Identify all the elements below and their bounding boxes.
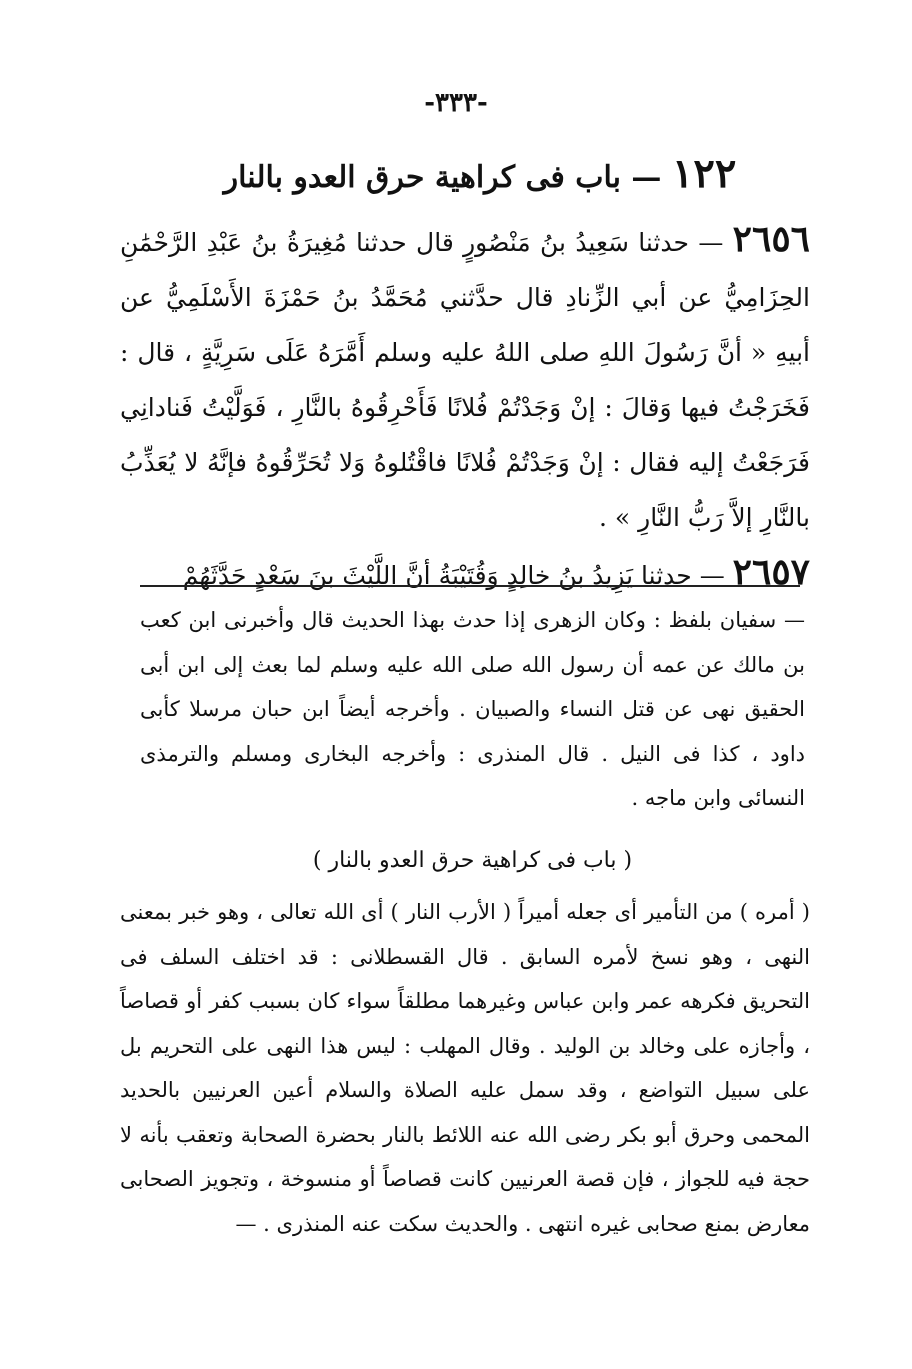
commentary-current [120,890,810,1246]
hadith-number: ٢٦٥٦ [732,218,810,260]
commentary-paragraph: — سفيان بلفظ : وكان الزهرى إذا حدث بهذا الحديث قال وأخبرنى ابن كعب بن مالك عن عمه أن رسول الله صلى الله عليه وسلم لما بعث إلى ابن أبى الحقيق نهى عن قتل النساء والصبيان . وأخرجه أيضاً ابن حبان مرسلا كأبى داود ، كذا فى النيل . قال المنذرى : وأخرجه البخارى ومسلم والترمذى النسائى وابن ماجه . [140,608,805,810]
hadith-2656 [120,212,810,545]
commentary-paragraph: ( أمره ) من التأمير أى جعله أميراً ( الأرب النار ) أى الله تعالى ، وهو خبر بمعنى النهى ، وهو نسخ لأمره السابق . قال القسطلانى : قد اختلف السلف فى التحريق فكرهه عمر وابن عباس وغيرهما مطلقاً سواء كان بسبب كفر أو قصاصاً ، وأجازه على وخالد بن الوليد . وقال المهلب : ليس هذا النهى على التحريم بل على سبيل التواضع ، وقد سمل عليه الصلاة والسلام أعين العرنيين بالحديد المحمى وحرق أبو بكر رضى الله عنه اللائط بالنار بحضرة الصحابة وتعقب بأنه لا حجة فيه للجواز ، فإن قصة العرنيين كانت قصاصاً أو منسوخة ، وتجويز الصحابى معارض بمنع صحابى غيره انتهى . والحديث سكت عنه المنذرى . — [120,900,810,1236]
hadith-body: — حدثنا سَعِيدُ بنُ مَنْصُورٍ قال حدثنا مُغِيرَةُ بنُ عَبْدِ الرَّحْمَٰنِ الحِزَامِيُّ عن أبي الزِّنادِ قال حدَّثني مُحَمَّدُ بنُ حَمْزَةَ الأَسْلَمِيُّ عن أبيهِ « أنَّ رَسُولَ اللهِ صلى اللهُ عليه وسلم أَمَّرَهُ عَلَى سَرِيَّةٍ ، قال : فَخَرَجْتُ فيها وَقالَ : إنْ وَجَدْتُمْ فُلانًا فَأَحْرِقُوهُ بالنَّارِ ، فَوَلَّيْتُ فَنادانِي فَرَجَعْتُ إليه فقال : إنْ وَجَدْتُمْ فُلانًا فاقْتُلوهُ وَلا تُحَرِّقُوهُ فإنَّهُ لا يُعَذِّبُ بالنَّارِ إلاَّ رَبُّ النَّارِ » . [120,228,810,532]
chapter-title: — باب فى كراهية حرق العدو بالنار [223,160,662,195]
hadith-number: ٢٦٥٧ [732,551,810,593]
hadith-2657 [120,545,810,603]
commentary-heading: ( باب فى كراهية حرق العدو بالنار ) [312,848,633,873]
commentary-previous [140,598,805,821]
page-number: -٣٣٣- [424,88,488,118]
hadith-body: — حدثنا يَزِيدُ بنُ خالِدٍ وَقُتَيْبَةُ أنَّ اللَّيْثَ بنَ سَعْدٍ حَدَّثَهُمْ [182,561,725,590]
footnote-divider [140,585,800,587]
chapter-number: ١٢٢ [671,150,737,197]
hadith-text [120,212,810,603]
chapter-heading [140,150,820,197]
